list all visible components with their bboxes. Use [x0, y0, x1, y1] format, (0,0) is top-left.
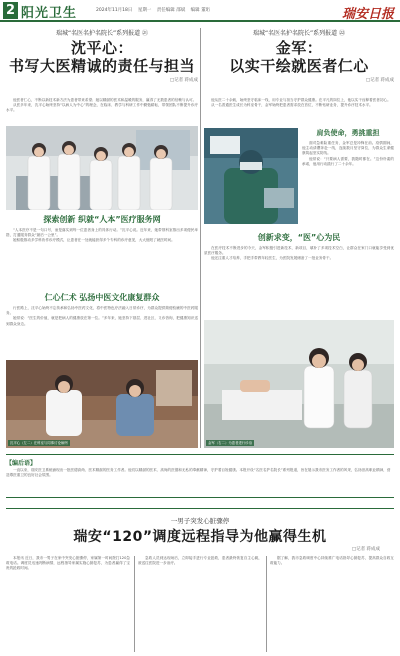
bottom-col-2: [138, 556, 262, 566]
right-series-label: 瑞城“名医名护名院长”系列报道 ㉒: [252, 30, 346, 37]
meta-editor: 责任编辑 邵斌: [156, 8, 186, 13]
left-series-label: 瑞城“名医名护名院长”系列报道 ㉑: [55, 30, 149, 37]
right-para: 他从医二十余载，始终坚守临床一线，用专业与担当守护群众健康。在平凡的岗位上，他以实干诠释着医者初心。: [211, 98, 391, 102]
left-para: 她常说：“医生的价值，就是把病人的健康放在第一位。”多年来，她坚持下基层、进社区，义诊咨询，把健康知识送到群众身边。: [6, 316, 198, 326]
left-lower-photo: [6, 360, 198, 448]
right-intro: [204, 98, 394, 108]
left-para: 他医者仁心，不断以新技术新方法为患者带来希望；她以精湛的医术和温暖的服务，赢得了无数患者的信赖与认可。: [13, 98, 197, 102]
right-article: [204, 28, 394, 83]
right-article-photo: [204, 128, 298, 224]
bottom-divider: [266, 556, 267, 652]
right-photo-caption: 金军（右二）为患者进行诊治: [208, 440, 253, 445]
right-para: 面对急难险重任务，金军总是冲锋在前。疫情期间，他主动请缨奔赴一线，连续数月坚守岗位，为群众生命健康筑起坚实防线。: [302, 141, 394, 156]
left-para: 从医多年来，沈平心始终坚持“以病人为中心”的理念，在临床、教学与科研工作中勤勉耕耘，带领团队不断提升诊疗水平。: [6, 103, 198, 113]
editor-note: [6, 454, 394, 498]
right-para: 从一名普通医生成长为科室骨干，金军始终把患者需求放在首位，不断钻研业务，提升诊疗技术水平。: [211, 103, 373, 108]
left-para: 行医路上，沈平心始终不忘传承和弘扬中医药文化，将中医特色疗法融入日常诊疗，为群众提供简便验廉的中医药服务。: [6, 306, 198, 316]
left-para: “人本医疗不是一句口号，而是落实到每一位患者身上的具体行动。”沈平心说。近年来，她带领科室推出多项便民举措，打通服务群众“最后一公里”。: [6, 228, 198, 238]
consultation-image: [6, 360, 198, 448]
bottom-subtitle: 一男子突发心脏骤停: [170, 517, 230, 525]
bottom-col-1: [6, 556, 130, 572]
right-subhead-1: 肩负使命，勇挑重担: [316, 129, 380, 137]
ward-visit-image: [204, 320, 394, 448]
left-byline: □记者 蒋成成: [169, 78, 198, 83]
page-number: 2: [3, 2, 18, 19]
meta-designer: 编辑 董珩: [190, 8, 211, 13]
doctors-group-image: [6, 126, 198, 210]
column-divider: [200, 28, 201, 448]
right-para: 他还注重人才培养，手把手带教年轻医生，为医院发展储备了一批业务骨干。: [211, 256, 334, 261]
right-section1: [302, 128, 394, 167]
left-photo-caption: 沈平心（左二）在科室与同事讨论病例: [10, 440, 68, 445]
right-subhead-2: 创新求变，“医”心为民: [257, 233, 341, 242]
right-title-line1: 金军：: [275, 39, 323, 57]
right-para: 他常说：“只要病人需要，我随时都在。”这份朴素的承诺，他用行动践行了二十余年。: [302, 156, 394, 166]
section-divider: [6, 508, 394, 509]
left-intro: [6, 98, 198, 114]
right-byline: □记者 蒋成成: [365, 78, 394, 83]
right-para: 在医疗技术不断进步的今天，金军积极引进新技术、新项目，填补了多项技术空白，让群众在家门口就能享受到优质医疗服务。: [204, 246, 394, 256]
operating-room-image: [204, 128, 298, 224]
bottom-col-3: [270, 556, 394, 566]
editor-note-tag: 【编后语】: [6, 460, 37, 467]
bottom-title: 瑞安“120”调度远程指导为他赢得生机: [73, 529, 327, 545]
right-lower-photo: [204, 320, 394, 448]
meta-date: 2024年11月18日: [96, 8, 133, 13]
meta-weekday: 星期一: [137, 8, 152, 13]
left-article: [6, 28, 198, 83]
section-title: 阳光卫生: [21, 6, 78, 21]
header-meta: [96, 7, 214, 13]
bottom-byline: □记者 蒋成成: [351, 547, 380, 552]
bottom-para: 急救人员到达现场后，立即接手进行专业抢救，患者最终恢复自主心跳，被送往医院进一步治疗。: [138, 556, 262, 566]
left-title-line2: 书写大医精诚的责任与担当: [8, 57, 195, 75]
newspaper-logo: 瑞安日报: [341, 7, 394, 22]
left-title-line1: 沈平心：: [70, 39, 133, 57]
left-article-photo: [6, 126, 198, 210]
left-subhead-1: 探索创新 织就“人本”医疗服务网: [43, 215, 161, 224]
bottom-divider: [134, 556, 135, 652]
left-subhead-2: 仁心仁术 弘扬中医文化康复群众: [44, 293, 160, 302]
left-section1: [6, 214, 198, 244]
right-title-line2: 以实干绘就医者仁心: [229, 57, 369, 75]
left-section2: [6, 292, 198, 327]
bottom-para: 据了解，我市急救调度中心持续推广电话指导心肺复苏，提高群众自救互救能力。: [270, 556, 394, 566]
editor-note-text: 一直以来，瑞安医卫系统涌现出一批医德高尚、医术精湛的医务工作者。他们以精湛的医术、高尚的医德和无私的奉献精神，守护着百姓健康。本报开设“名医名护名院长”系列报道，旨在展示我市医务工作者的风采，弘扬崇高职业精神，营造尊医重卫的良好社会氛围。: [6, 468, 391, 478]
left-para: 她积极推动多学科协作诊疗模式，让患者在一处就能获得多个专科的诊疗意见，大大缩短了就医时间。: [13, 238, 175, 243]
bottom-para: 本报讯 近日，我市一男子在家中突发心脏骤停，家属第一时间拨打120急救电话。调度员迅速判断病情，远程指导家属实施心肺复苏，为患者赢得了宝贵的抢救时间。: [6, 556, 130, 571]
page-header: [0, 0, 400, 22]
right-section2: [204, 232, 394, 262]
